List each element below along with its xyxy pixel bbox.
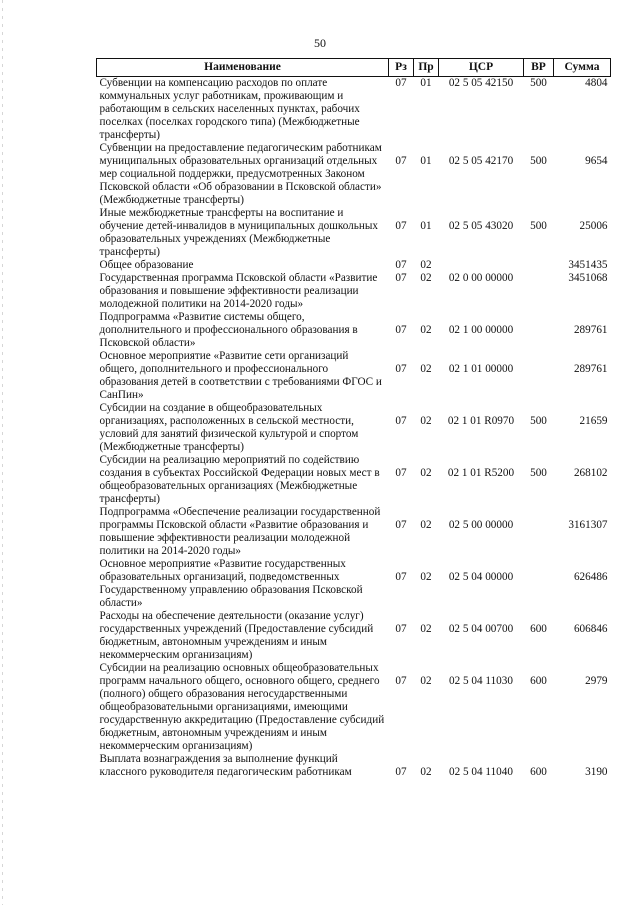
row-sum-cell: 268102 <box>573 467 608 479</box>
row-sum-cell: 3190 <box>585 766 608 778</box>
row-rz-cell: 07 <box>395 220 407 232</box>
scan-edge-mark <box>2 0 3 905</box>
row-name-cell: Подпрограмма «Обеспечение реализации государственной программы Псковской области «Развитие образования и повышение эффективности реализации молодежной политики на 2014-2020 годы» <box>99 506 381 557</box>
row-name-cell: Общее образование <box>99 259 194 271</box>
row-sum-cell: 3161307 <box>568 519 608 531</box>
row-rz-cell: 07 <box>395 272 407 284</box>
row-vr-cell: 500 <box>530 467 547 479</box>
row-sum-cell: 2979 <box>585 675 608 687</box>
row-csr-cell: 02 5 04 00700 <box>448 623 514 635</box>
row-name-cell: Выплата вознаграждения за выполнение функций классного руководителя педагогическим работникам <box>99 753 352 778</box>
row-rz-cell: 07 <box>395 519 407 531</box>
row-csr-cell: 02 5 04 00000 <box>448 571 514 583</box>
row-pr-cell: 02 <box>420 324 432 336</box>
row-rz-cell: 07 <box>395 571 407 583</box>
table-row <box>97 506 611 558</box>
row-sum-cell: 626486 <box>573 571 608 583</box>
table-row <box>97 207 611 259</box>
row-rz-cell: 07 <box>395 675 407 687</box>
row-pr-cell: 02 <box>420 519 432 531</box>
row-pr-cell: 02 <box>420 571 432 583</box>
header-name: Наименование <box>97 59 389 77</box>
row-rz-cell: 07 <box>395 363 407 375</box>
row-csr-cell: 02 1 01 R0970 <box>447 415 515 427</box>
row-csr-cell: 02 1 01 00000 <box>448 363 514 375</box>
row-name-cell: Субвенции на предоставление педагогическим работникам муниципальных образовательных организаций отдельных мер социальной поддержки, предусмотренных Законом Псковской области «Об образовании в Псковской области» (Межбюджетные трансферты) <box>99 142 382 206</box>
table-row <box>97 77 611 143</box>
row-sum-cell: 289761 <box>573 324 608 336</box>
row-sum-cell: 25006 <box>579 220 608 232</box>
row-name-cell: Подпрограмма «Развитие системы общего, дополнительного и профессионального образования в Псковской области» <box>99 311 358 349</box>
budget-table <box>96 58 611 779</box>
row-name-cell: Субсидии на создание в общеобразовательных организациях, расположенных в сельской местности, условий для занятий физической культурой и спортом (Межбюджетные трансферты) <box>99 402 359 453</box>
header-csr: ЦСР <box>439 59 524 77</box>
row-rz-cell: 07 <box>395 766 407 778</box>
header-vr: ВР <box>524 59 554 77</box>
row-vr-cell <box>524 558 554 610</box>
row-vr-cell <box>524 272 554 311</box>
row-vr-cell <box>524 259 554 272</box>
row-csr-cell: 02 5 04 11030 <box>449 675 513 687</box>
row-csr-cell <box>439 259 524 272</box>
table-row <box>97 454 611 506</box>
row-pr-cell: 02 <box>420 363 432 375</box>
row-pr-cell: 01 <box>420 77 432 89</box>
row-csr-cell: 02 5 05 42170 <box>448 155 514 167</box>
row-csr-cell: 02 5 05 42150 <box>448 77 514 89</box>
row-sum-cell: 3451068 <box>568 272 608 284</box>
row-csr-cell: 02 1 00 00000 <box>448 324 514 336</box>
table-row <box>97 662 611 753</box>
row-name-cell: Государственная программа Псковской области «Развитие образования и повышение эффективности реализации молодежной политики на 2014-2020 годы» <box>99 272 378 310</box>
row-pr-cell: 02 <box>420 766 432 778</box>
table-row <box>97 610 611 662</box>
row-name-cell: Расходы на обеспечение деятельности (оказание услуг) государственных учреждений (Предоставление субсидий бюджетным, автономным учреждениям и иным некоммерческим организациям) <box>99 610 374 661</box>
row-name-cell: Субвенции на компенсацию расходов по оплате коммунальных услуг работникам, проживающим и работающим в сельских населенных пунктах, рабочих поселках (поселках городского типа) (Межбюджетные трансферты) <box>99 77 360 141</box>
row-pr-cell: 02 <box>420 259 432 271</box>
row-rz-cell: 07 <box>395 155 407 167</box>
row-vr-cell: 500 <box>530 220 547 232</box>
row-sum-cell: 21659 <box>579 415 608 427</box>
row-vr-cell: 600 <box>530 766 547 778</box>
row-vr-cell: 500 <box>530 77 547 89</box>
table-row <box>97 753 611 779</box>
row-vr-cell <box>524 350 554 402</box>
table-row <box>97 311 611 350</box>
table-row <box>97 142 611 207</box>
table-row <box>97 402 611 454</box>
row-pr-cell: 02 <box>420 467 432 479</box>
row-csr-cell: 02 5 00 00000 <box>448 519 514 531</box>
header-rz: Рз <box>389 59 414 77</box>
row-pr-cell: 01 <box>420 220 432 232</box>
row-sum-cell: 4804 <box>585 77 608 89</box>
table-header-row <box>97 59 611 77</box>
row-rz-cell: 07 <box>395 77 407 89</box>
row-rz-cell: 07 <box>395 623 407 635</box>
row-rz-cell: 07 <box>395 324 407 336</box>
row-sum-cell: 289761 <box>573 363 608 375</box>
row-sum-cell: 3451435 <box>568 259 608 271</box>
table-row <box>97 350 611 402</box>
row-vr-cell <box>524 506 554 558</box>
row-name-cell: Иные межбюджетные трансферты на воспитание и обучение детей-инвалидов в муниципальных дошкольных образовательных учреждениях (Межбюджетные трансферты) <box>99 207 378 258</box>
row-rz-cell: 07 <box>395 259 407 271</box>
row-csr-cell: 02 5 05 43020 <box>448 220 514 232</box>
row-rz-cell: 07 <box>395 415 407 427</box>
row-pr-cell: 01 <box>420 155 432 167</box>
budget-table-container <box>96 58 610 779</box>
row-vr-cell: 600 <box>530 675 547 687</box>
row-csr-cell: 02 5 04 11040 <box>449 766 513 778</box>
table-row <box>97 259 611 272</box>
row-rz-cell: 07 <box>395 467 407 479</box>
row-pr-cell: 02 <box>420 272 432 284</box>
row-name-cell: Основное мероприятие «Развитие сети организаций общего, дополнительного и профессионального образования детей в соответствии с требованиями ФГОС и СанПин» <box>99 350 382 401</box>
row-pr-cell: 02 <box>420 675 432 687</box>
header-sum: Сумма <box>554 59 611 77</box>
row-vr-cell <box>524 311 554 350</box>
page-number: 50 <box>314 36 326 50</box>
row-vr-cell: 500 <box>530 155 547 167</box>
row-csr-cell: 02 0 00 00000 <box>448 272 514 284</box>
row-csr-cell: 02 1 01 R5200 <box>447 467 515 479</box>
row-pr-cell: 02 <box>420 623 432 635</box>
row-vr-cell: 500 <box>530 415 547 427</box>
row-name-cell: Субсидии на реализацию основных общеобразовательных программ начального общего, основного общего, среднего (полного) общего образования негосударственными общеобразовательными организациями, имеющими государственную аккредитацию (Предоставление субсидий бюджетным, автономным учреждениям и иным некоммерческим организациям) <box>99 662 385 752</box>
table-row <box>97 272 611 311</box>
header-pr: Пр <box>414 59 439 77</box>
row-name-cell: Субсидии на реализацию мероприятий по содействию создания в субъектах Российской Федерации новых мест в общеобразовательных организациях (Межбюджетные трансферты) <box>99 454 380 505</box>
row-sum-cell: 606846 <box>573 623 608 635</box>
table-row <box>97 558 611 610</box>
row-sum-cell: 9654 <box>585 155 608 167</box>
row-pr-cell: 02 <box>420 415 432 427</box>
row-vr-cell: 600 <box>530 623 547 635</box>
row-name-cell: Основное мероприятие «Развитие государственных образовательных организаций, подведомственных Государственному управлению образования Псковской области» <box>99 558 363 609</box>
